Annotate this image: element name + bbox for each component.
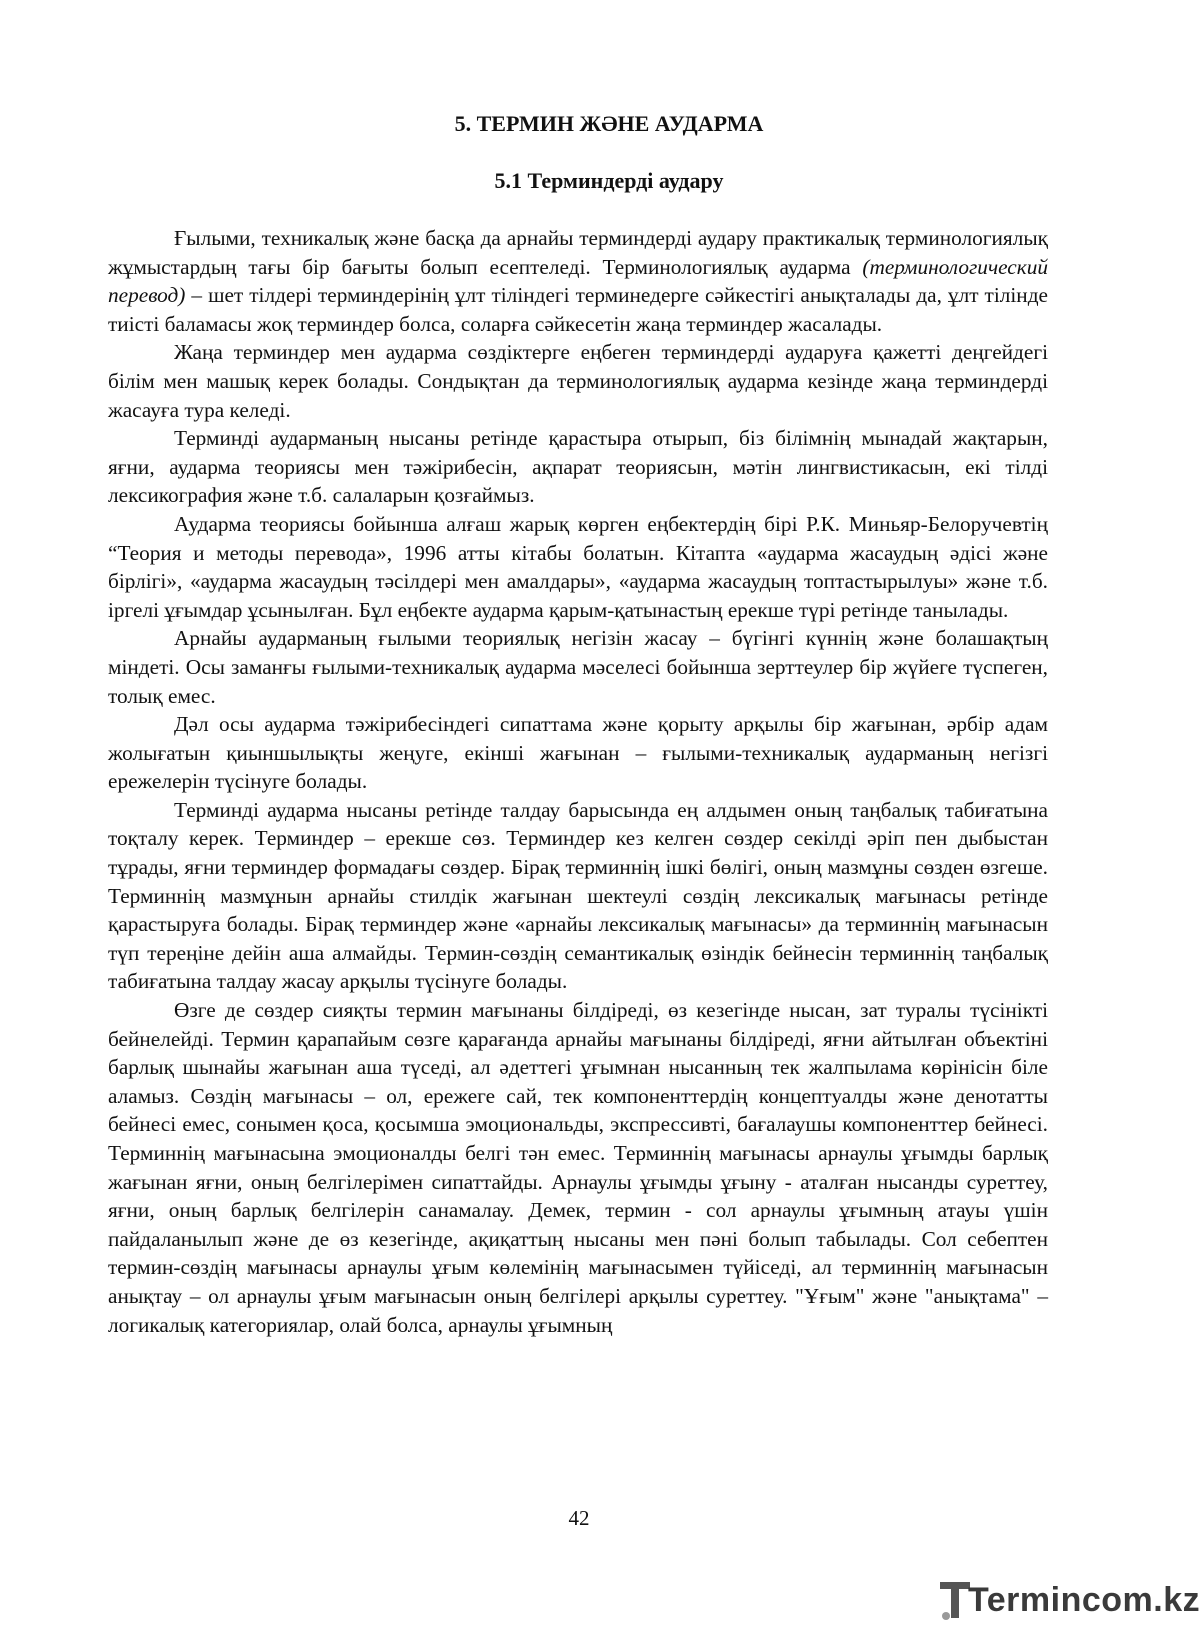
paragraph: Терминді аударма нысаны ретінде талдау барысында ең алдымен оның таңбалық табиғатына тоқталу керек. Терминдер – ерекше сөз. Терминдер кез келген сөздер секілді әріп пен дыбыстан тұрады, яғни терминдер формадағы сөздер. Бірақ терминнің ішкі бөлігі, оның мазмұны сөзден өзгеше. Терминнің мазмұнын арнайы стилдік жағынан шектеулі сөздің лексикалық мағынасы ретінде қарастыруға болады. Бірақ терминдер және «арнайы лексикалық мағынасы» да терминнің мағынасын түп тереңіне дейін аша алмайды. Термин-сөздің семантикалық өзіндік бейнесін терминнің таңбалық табиғатына талдау жасау арқылы түсінуге болады. xyxy=(108,797,1048,994)
page-title: 5. ТЕРМИН ЖӘНЕ АУДАРМА xyxy=(454,111,764,136)
paragraph: Дәл осы аударма тәжірибесіндегі сипаттама және қорыту арқылы бір жағынан, әрбір адам жолығатын қиыншылықты жеңуге, екінші жағынан – ғылыми-техникалық аударманың негізгі ережелерін түсінуге болады. xyxy=(108,712,1048,794)
paragraph: Жаңа терминдер мен аударма сөздіктерге еңбеген терминдерді аударуға қажетті деңгейдегі білім мен машық керек болады. Сондықтан да терминологиялық аударма кезінде жаңа терминдерді жасауға тура келеді. xyxy=(108,340,1048,422)
paragraph xyxy=(108,224,1048,338)
body-text xyxy=(108,224,1048,1339)
page-number: 42 xyxy=(568,1506,590,1530)
paragraph: Өзге де сөздер сияқты термин мағынаны білдіреді, өз кезегінде нысан, зат туралы түсінікті бейнелейді. Термин қарапайым сөзге қарағанда арнайы мағынаны білдіреді, яғни айтылған объектіні барлық шынайы жағынан аша түседі, ал әдеттегі ұғымнан нысанның тек жалпылама көрінісін біле аламыз. Сөздің мағынасы – ол, ережеге сай, тек компоненттердің концептуалды және денотатты бейнесі емес, сонымен қоса, қосымша эмоциональды, экспрессивті, бағалаушы компоненттер бейнесі. Терминнің мағынасына эмоционалды белгі тән емес. Терминнің мағынасы арнаулы ұғымды барлық жағынан яғни, оның белгілерімен сипаттайды. Арнаулы ұғымды ұғыну - аталған нысанды суреттеу, яғни, оның барлық белгілерін санамалау. Демек, термин - сол арнаулы ұғымның атауы үшін пайдаланылып және де өз кезегінде, ақиқаттың нысаны мен пәні болып табылады. Сол себептен термин-сөздің мағынасы арнаулы ұғым көлемінің мағынасымен түйіседі, ал терминнің мағынасын анықтау – ол арнаулы ұғым мағынасын оның белгілері арқылы суреттеу. "Ұғым" және "анықтама" – логикалық категориялар, олай болса, арнаулы ұғымның xyxy=(108,998,1048,1337)
paragraph: Арнайы аударманың ғылыми теориялық негізін жасау – бүгінгі күннің және болашақтың міндеті. Осы заманғы ғылыми-техникалық аударма мәселесі бойынша зерттеулер бір жүйеге түспеген, толық емес. xyxy=(108,626,1048,708)
italic-term: (терминологический перевод) xyxy=(108,254,1048,308)
paragraph-text: Ғылыми, техникалық және басқа да арнайы терминдерді аудару практикалық терминологиялық жұмыстардың тағы бір бағыты болып есептеледі. Терминологиялық аударма xyxy=(108,226,1048,279)
paragraph: Аударма теориясы бойынша алғаш жарық көрген еңбектердің бірі Р.К. Миньяр-Белоручевтің “Теория и методы перевода», 1996 атты кітабы болатын. Кітапта «аударма жасаудың әдісі және бірлігі», «аударма жасаудың тәсілдері мен амалдары», «аударма жасаудың топтастырылуы» және т.б. іргелі ұғымдар ұсынылған. Бұл еңбекте аударма қарым-қатынастың ерекше түрі ретінде танылады. xyxy=(108,511,1048,622)
paragraph-text: – шет тілдері терминдерінің ұлт тіліндегі терминедерге сәйкестігі анықталады да, ұлт тілінде тиісті баламасы жоқ терминдер болса, соларға сәйкесетін жаңа терминдер жасалады. xyxy=(108,283,1048,336)
section-title: 5.1 Терминдерді аудару xyxy=(494,168,724,193)
watermark-text: Termincom.kz xyxy=(968,1581,1200,1619)
paragraph: Терминді аударманың нысаны ретінде қарастыра отырып, біз білімнің мынадай жақтарын, яғни, аударма теориясы мен тәжірибесін, ақпарат теориясын, мәтін лингвистикасын, екі тілді лексикография және т.б. салаларын қозғаймыз. xyxy=(108,426,1048,508)
watermark xyxy=(938,1576,1200,1624)
